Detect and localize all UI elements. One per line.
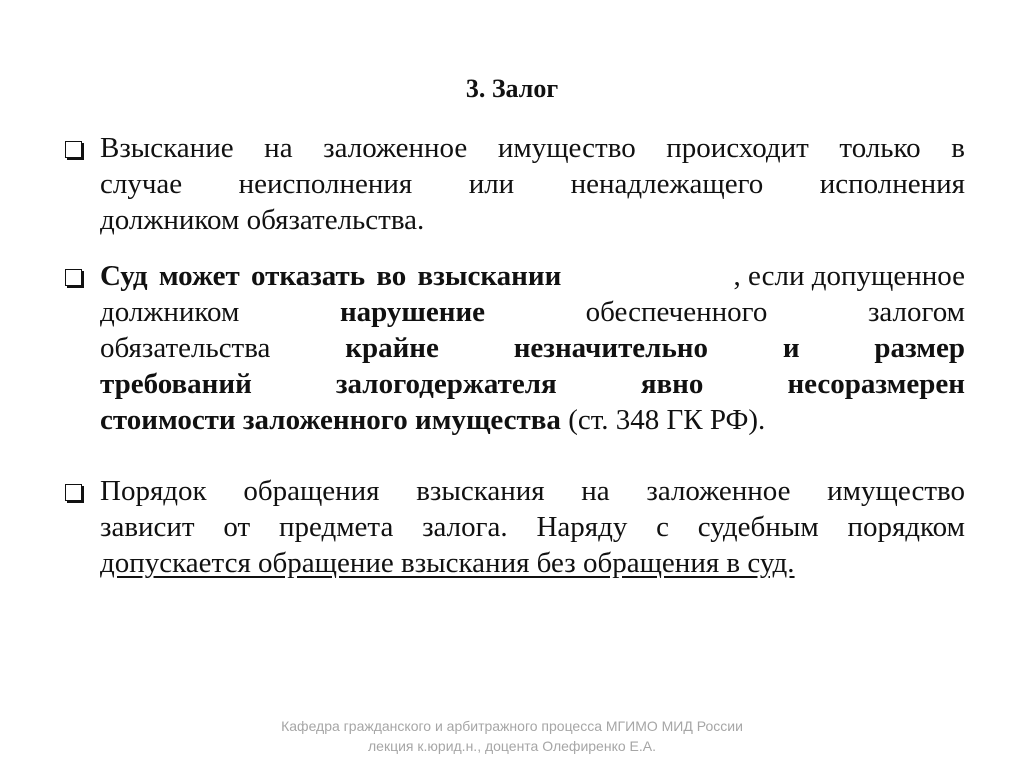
word: происходит — [666, 132, 809, 164]
slide-footer — [0, 716, 1024, 756]
word: от — [223, 511, 251, 543]
bold-word: требований — [100, 368, 252, 400]
text-line — [100, 294, 965, 330]
underlined-text: допускается обращение взыскания без обращения в суд. — [100, 547, 795, 579]
bold-text: Суд может отказать во взыскании — [100, 260, 562, 292]
text-line — [100, 473, 965, 509]
footer-line-2: лекция к.юрид.н., доцента Олефиренко Е.А. — [368, 738, 656, 754]
word: залога. — [422, 511, 508, 543]
text-line — [100, 545, 965, 581]
checkbox-bullet-icon — [65, 269, 82, 286]
bold-word: явно — [640, 368, 704, 400]
bold-word: залогодержателя — [335, 368, 557, 400]
word: залогом — [867, 296, 965, 328]
word: на — [264, 132, 293, 164]
text-line — [100, 258, 965, 294]
word: заложенное — [323, 132, 468, 164]
word: порядком — [847, 511, 965, 543]
word: имущество — [827, 475, 965, 507]
bold-word: несоразмерен — [787, 368, 965, 400]
bold-text: стоимости заложенного имущества — [100, 404, 561, 436]
bullet-1 — [100, 130, 965, 238]
word: предмета — [278, 511, 394, 543]
word: только — [839, 132, 921, 164]
word: взыскания — [416, 475, 545, 507]
text-line — [100, 202, 965, 238]
word: ненадлежащего — [570, 168, 764, 200]
word: или — [468, 168, 515, 200]
text-line — [100, 166, 965, 202]
word: заложенное — [646, 475, 791, 507]
word: судебным — [697, 511, 819, 543]
word: исполнения — [819, 168, 965, 200]
bold-word: размер — [874, 332, 965, 364]
bullet-2 — [100, 258, 965, 438]
word: с — [656, 511, 669, 543]
word: неисполнения — [238, 168, 413, 200]
word: в — [951, 132, 965, 164]
bold-word: нарушение — [339, 296, 486, 328]
text: , если допущенное — [733, 260, 965, 292]
word: зависит — [100, 511, 195, 543]
text-line — [100, 130, 965, 166]
word: на — [581, 475, 610, 507]
slide-title: 3. Залог — [465, 74, 559, 103]
text-line — [100, 366, 965, 402]
word: Порядок — [100, 475, 207, 507]
word: случае — [100, 168, 183, 200]
bold-word: и — [782, 332, 800, 364]
text: (ст. 348 ГК РФ). — [560, 404, 766, 436]
word: Наряду — [536, 511, 628, 543]
text-line — [100, 509, 965, 545]
text-line — [100, 330, 965, 366]
text-line — [100, 402, 965, 438]
footer-line-1: Кафедра гражданского и арбитражного процесса МГИМО МИД России — [281, 718, 743, 734]
checkbox-bullet-icon — [65, 141, 82, 158]
bullet-3 — [100, 473, 965, 581]
word: должником — [100, 296, 240, 328]
word: Взыскание — [100, 132, 234, 164]
word: имущество — [497, 132, 636, 164]
bold-word: незначительно — [513, 332, 708, 364]
word: должником обязательства. — [100, 204, 425, 236]
word: обеспеченного — [585, 296, 768, 328]
bold-word: крайне — [345, 332, 439, 364]
word: обязательства — [100, 332, 271, 364]
checkbox-bullet-icon — [65, 484, 82, 501]
word: обращения — [243, 475, 380, 507]
